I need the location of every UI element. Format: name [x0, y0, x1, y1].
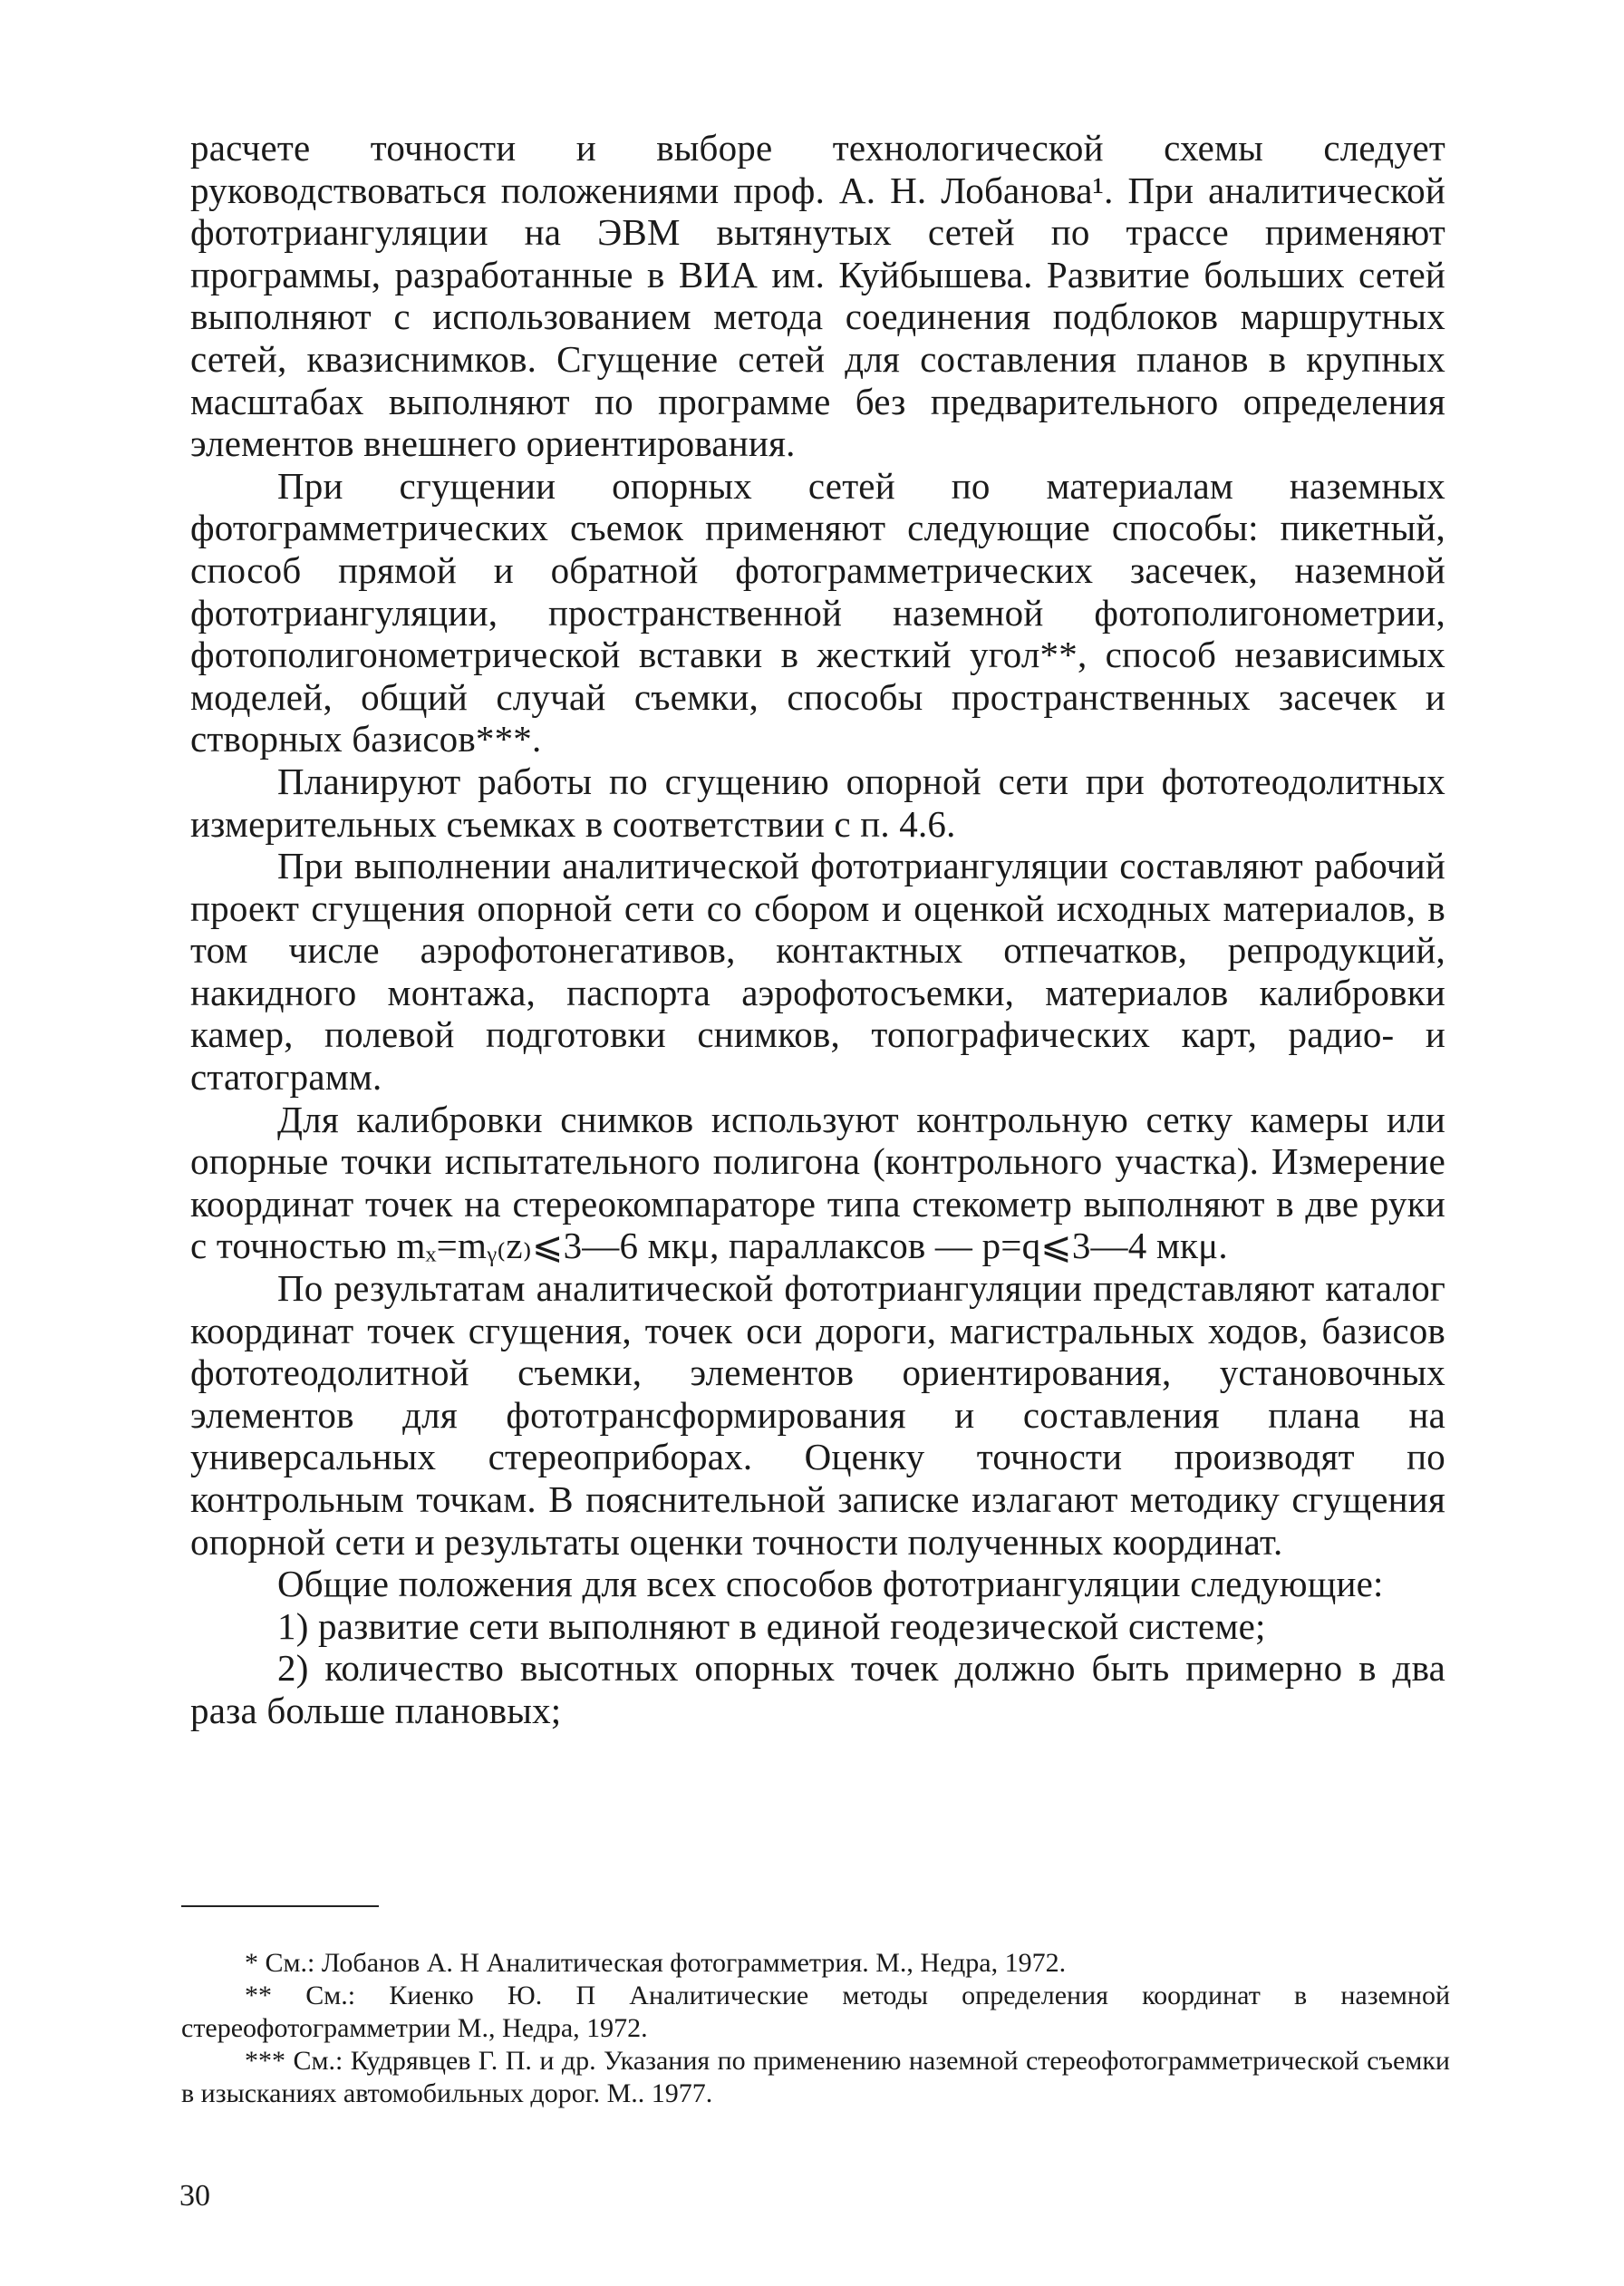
footnote-3: *** См.: Кудрявцев Г. П. и др. Указания по применению наземной стереофотограмметрической съемки в изысканиях автомобильных дорог. М.. 1977.: [181, 2046, 1450, 2108]
footnote-divider: [181, 1905, 379, 1907]
body-text: [190, 127, 1445, 1732]
footnotes: [181, 1947, 1450, 2110]
footnote-1: * См.: Лобанов А. Н Аналитическая фотограмметрия. М., Недра, 1972.: [245, 1948, 1067, 1978]
paragraph-results: По результатам аналитической фототриангуляции представляют каталог координат точек сгущения, точек оси дороги, магистральных ходов, базисов фототеодолитной съемки, элементов ориентирования, установочных элементов для фототрансформирования и составления плана на универсальных стереоприборах. Оценку точности производят по контрольным точкам. В пояснительной записке излагают методику сгущения опорной сети и результаты оценки точности полученных координат.: [190, 1267, 1445, 1563]
paragraph-analytical-triangulation: При выполнении аналитической фототриангуляции составляют рабочий проект сгущения опорной сети со сбором и оценкой исходных материалов, в том числе аэрофотонегативов, контактных отпечатков, репродукций, накидного монтажа, паспорта аэрофотосъемки, материалов калибровки камер, полевой подготовки снимков, топографических карт, радио- и статограмм.: [190, 845, 1445, 1099]
list-item-2: 2) количество высотных опорных точек должно быть примерно в два раза больше плановых;: [190, 1647, 1445, 1731]
footnote-2: ** См.: Киенко Ю. П Аналитические методы определения координат в наземной стереофотограмметрии М., Недра, 1972.: [181, 1981, 1450, 2043]
page-number: 30: [179, 2179, 210, 2213]
paragraph-planning: Планируют работы по сгущению опорной сети при фототеодолитных измерительных съемках в соответствии с п. 4.6.: [190, 760, 1445, 845]
list-item-1: 1) развитие сети выполняют в единой геодезической системе;: [277, 1604, 1266, 1647]
paragraph-photogrammetric-methods: При сгущении опорных сетей по материалам наземных фотограмметрических съемок применяют следующие способы: пикетный, способ прямой и обратной фотограмметрических засечек, наземной фототриангуляции, пространственной наземной фотополигонометрии, фотополигонометрической вставки в жесткий угол**, способ независимых моделей, общий случай съемки, способы пространственных засечек и створных базисов***.: [190, 464, 1445, 760]
paragraph-calibration: Для калибровки снимков используют контрольную сетку камеры или опорные точки испытательного полигона (контрольного участка). Измерение координат точек на стереокомпараторе типа стекометр выполняют в две руки с точностью mₓ=mᵧ₍z₎⩽3—6 мкμ, параллаксов — p=q⩽3—4 мкμ.: [190, 1098, 1445, 1267]
paragraph-continuation: расчете точности и выборе технологической схемы следует руководствоваться положениями проф. А. Н. Лобанова¹. При аналитической фототриангуляции на ЭВМ вытянутых сетей по трассе применяют программы, разработанные в ВИА им. Куйбышева. Развитие больших сетей выполняют с использованием метода соединения подблоков маршрутных сетей, квазиснимков. Сгущение сетей для составления планов в крупных масштабах выполняют по программе без предварительного определения элементов внешнего ориентирования.: [190, 127, 1445, 465]
paragraph-general-provisions: Общие положения для всех способов фототриангуляции следующие:: [277, 1563, 1384, 1605]
